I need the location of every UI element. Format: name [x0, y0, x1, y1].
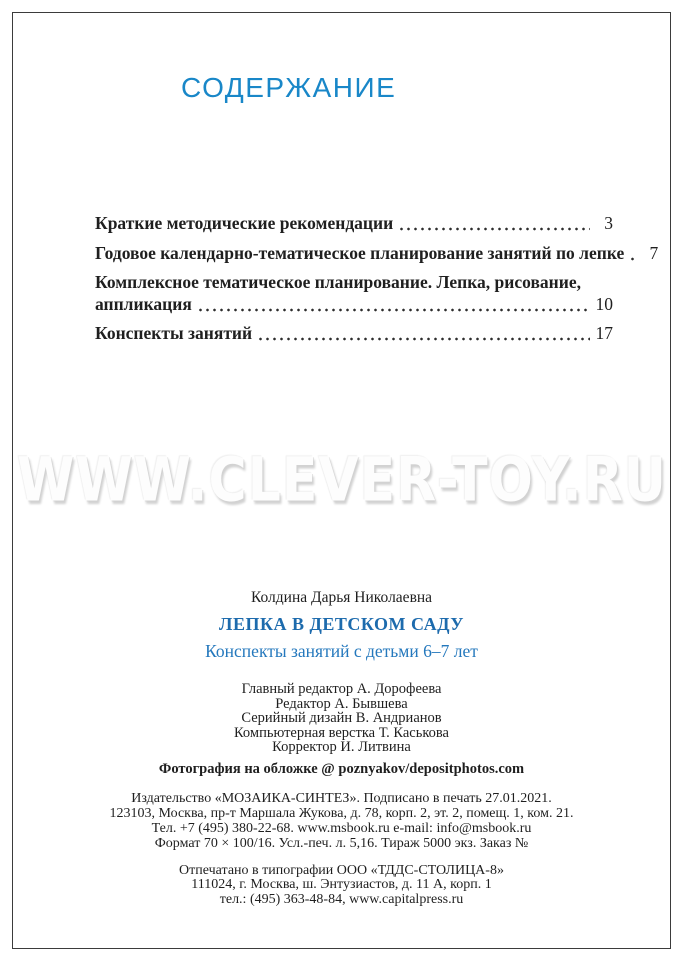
toc-dot-leader — [255, 330, 590, 344]
printing-line: Отпечатано в типографии ООО «ТДДС-СТОЛИЦА-8» — [179, 862, 504, 878]
toc-entry — [95, 272, 613, 293]
toc-entry-title: Краткие методические рекомендации — [95, 213, 394, 233]
toc-entry-title: Конспекты занятий — [95, 323, 253, 343]
toc-page-number: 3 — [604, 213, 613, 233]
photo-credit: Фотография на обложке @ poznyakov/depositphotos.com — [158, 760, 525, 777]
publisher-info — [13, 791, 670, 851]
publisher-line: Издательство «МОЗАИКА-СИНТЕЗ». Подписано в печать 27.01.2021. — [131, 790, 552, 806]
toc-page-number: 10 — [595, 294, 613, 314]
toc-entry-title: Годовое календарно-тематическое планирование занятий по лепке — [95, 243, 625, 263]
publisher-line: Формат 70 × 100/16. Усл.-печ. л. 5,16. Тираж 5000 экз. Заказ № — [154, 835, 529, 851]
table-of-contents — [95, 213, 659, 344]
toc-dot-leader — [195, 301, 590, 315]
toc-page-number: 7 — [649, 243, 659, 263]
credit-line: Главный редактор А. Дорофеева — [241, 681, 442, 697]
author-name: Колдина Дарья Николаевна — [250, 589, 433, 606]
toc-entry-title: аппликация — [95, 294, 192, 314]
credit-line: Компьютерная верстка Т. Каськова — [233, 724, 449, 741]
credits-list — [13, 682, 670, 755]
toc-entry — [95, 213, 613, 234]
toc-dot-leader — [627, 250, 635, 264]
credit-line: Серийный дизайн В. Андрианов — [241, 710, 442, 726]
credit-line: Корректор И. Литвина — [272, 739, 411, 755]
printing-info — [13, 864, 670, 908]
printing-line: 111024, г. Москва, ш. Энтузиастов, д. 11 А, корп. 1 — [191, 877, 492, 892]
toc-page-number: 17 — [595, 323, 613, 343]
colophon — [13, 589, 670, 907]
credit-line: Редактор А. Бывшева — [275, 695, 408, 712]
printing-line: тел.: (495) 363-48-84, www.capitalpress.ru — [219, 891, 464, 907]
publisher-line: Тел. +7 (495) 380-22-68. www.msbook.ru e-mail: info@msbook.ru — [151, 820, 532, 836]
toc-entry — [95, 323, 613, 344]
book-title: ЛЕПКА В ДЕТСКОМ САДУ — [219, 614, 464, 634]
toc-entry — [95, 243, 659, 264]
toc-dot-leader — [396, 220, 590, 234]
publisher-line: 123103, Москва, пр-т Маршала Жукова, д. 78, корп. 2, эт. 2, помещ. 1, ком. 21. — [109, 805, 574, 821]
site-watermark: WWW.CLEVER-TOY.RU — [16, 446, 668, 516]
toc-entry-title: Комплексное тематическое планирование. Лепка, рисование, — [95, 272, 581, 292]
book-subtitle: Конспекты занятий с детьми 6–7 лет — [205, 641, 478, 661]
contents-heading: СОДЕРЖАНИЕ — [181, 72, 397, 103]
toc-entry-wrap-line — [95, 294, 613, 315]
